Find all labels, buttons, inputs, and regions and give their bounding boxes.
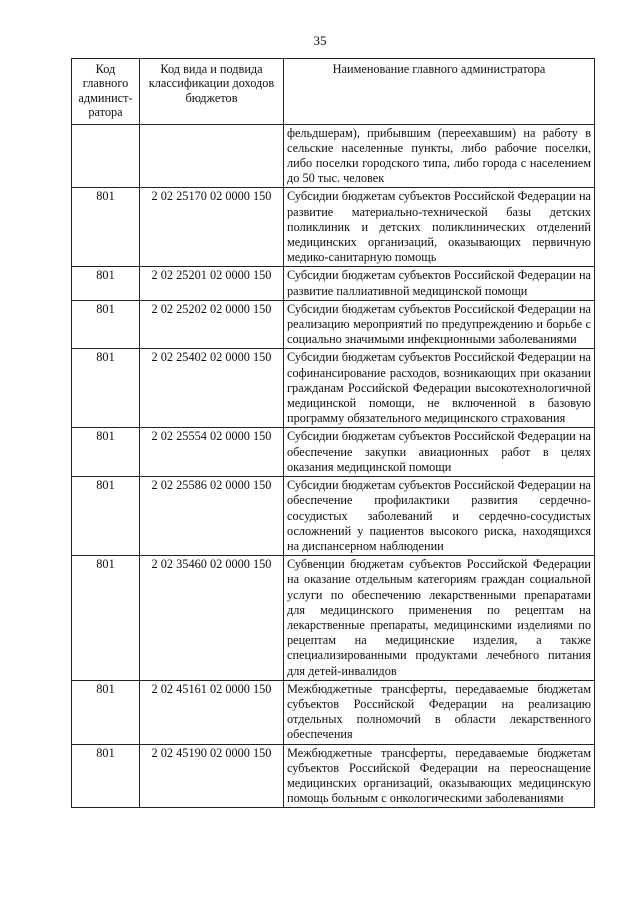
budget-revenue-table xyxy=(71,58,595,808)
table-row xyxy=(72,477,595,556)
header-classification-code: Код вида и подвида классификации доходов бюджетов xyxy=(140,59,284,125)
classification-code-cell xyxy=(140,124,284,188)
administrator-name-cell: фельдшерам), прибывшим (переехавшим) на работу в сельские населенные пункты, либо рабочие поселки, либо поселки городского типа, либо города с населением до 50 тыс. человек xyxy=(284,124,595,188)
classification-code-cell: 2 02 25554 02 0000 150 xyxy=(140,428,284,477)
classification-code-cell: 2 02 45190 02 0000 150 xyxy=(140,744,284,808)
table-row xyxy=(72,744,595,808)
table-row xyxy=(72,349,595,428)
administrator-name-cell: Субсидии бюджетам субъектов Российской Федерации на развитие материально-технической базы детских поликлиник и детских поликлинических отделений медицинских организаций, оказывающих первичную медико-санитарную помощь xyxy=(284,188,595,267)
administrator-name-cell: Межбюджетные трансферты, передаваемые бюджетам субъектов Российской Федерации на реализацию отдельных полномочий в области лекарственного обеспечения xyxy=(284,680,595,744)
header-administrator-name: Наименование главного администратора xyxy=(284,59,595,125)
administrator-name-cell: Субсидии бюджетам субъектов Российской Федерации на реализацию мероприятий по предупреждению и борьбе с социально значимыми инфекционными заболеваниями xyxy=(284,300,595,349)
admin-code-cell: 801 xyxy=(72,300,140,349)
administrator-name-cell: Субсидии бюджетам субъектов Российской Федерации на софинансирование расходов, возникающих при оказании гражданам Российской Федерации высокотехнологичной медицинской помощи, не включенной в базовую программу обязательного медицинского страхования xyxy=(284,349,595,428)
classification-code-cell: 2 02 35460 02 0000 150 xyxy=(140,556,284,681)
classification-code-cell: 2 02 25170 02 0000 150 xyxy=(140,188,284,267)
admin-code-cell: 801 xyxy=(72,349,140,428)
admin-code-cell: 801 xyxy=(72,267,140,300)
admin-code-cell xyxy=(72,124,140,188)
admin-code-cell: 801 xyxy=(72,744,140,808)
table-row xyxy=(72,267,595,300)
table-row xyxy=(72,124,595,188)
table-row xyxy=(72,428,595,477)
table-row xyxy=(72,556,595,681)
admin-code-cell: 801 xyxy=(72,477,140,556)
administrator-name-cell: Межбюджетные трансферты, передаваемые бюджетам субъектов Российской Федерации на переоснащение медицинских организаций, оказывающих медицинскую помощь больным с онкологическими заболеваниями xyxy=(284,744,595,808)
classification-code-cell: 2 02 25202 02 0000 150 xyxy=(140,300,284,349)
classification-code-cell: 2 02 25402 02 0000 150 xyxy=(140,349,284,428)
administrator-name-cell: Субсидии бюджетам субъектов Российской Федерации на обеспечение закупки авиационных работ в целях оказания медицинской помощи xyxy=(284,428,595,477)
classification-code-cell: 2 02 25586 02 0000 150 xyxy=(140,477,284,556)
table-row xyxy=(72,188,595,267)
table-row xyxy=(72,300,595,349)
admin-code-cell: 801 xyxy=(72,556,140,681)
classification-code-cell: 2 02 25201 02 0000 150 xyxy=(140,267,284,300)
table-row xyxy=(72,680,595,744)
table-header-row xyxy=(72,59,595,125)
classification-code-cell: 2 02 45161 02 0000 150 xyxy=(140,680,284,744)
administrator-name-cell: Субсидии бюджетам субъектов Российской Федерации на развитие паллиативной медицинской помощи xyxy=(284,267,595,300)
admin-code-cell: 801 xyxy=(72,428,140,477)
page-number: 35 xyxy=(313,33,327,48)
administrator-name-cell: Субсидии бюджетам субъектов Российской Федерации на обеспечение профилактики развития сердечно-сосудистых заболеваний и сердечно-сосудистых осложнений у пациентов высокого риска, находящихся на диспансерном наблюдении xyxy=(284,477,595,556)
admin-code-cell: 801 xyxy=(72,680,140,744)
administrator-name-cell: Субвенции бюджетам субъектов Российской Федерации на оказание отдельным категориям граждан социальной услуги по обеспечению лекарственными препаратами для медицинского применения по рецептам на лекарственные препараты, медицинскими изделиями по рецептам на медицинские изделия, а также специализированными продуктами лечебного питания для детей-инвалидов xyxy=(284,556,595,681)
admin-code-cell: 801 xyxy=(72,188,140,267)
header-admin-code: Код главного админист-ратора xyxy=(72,59,140,125)
